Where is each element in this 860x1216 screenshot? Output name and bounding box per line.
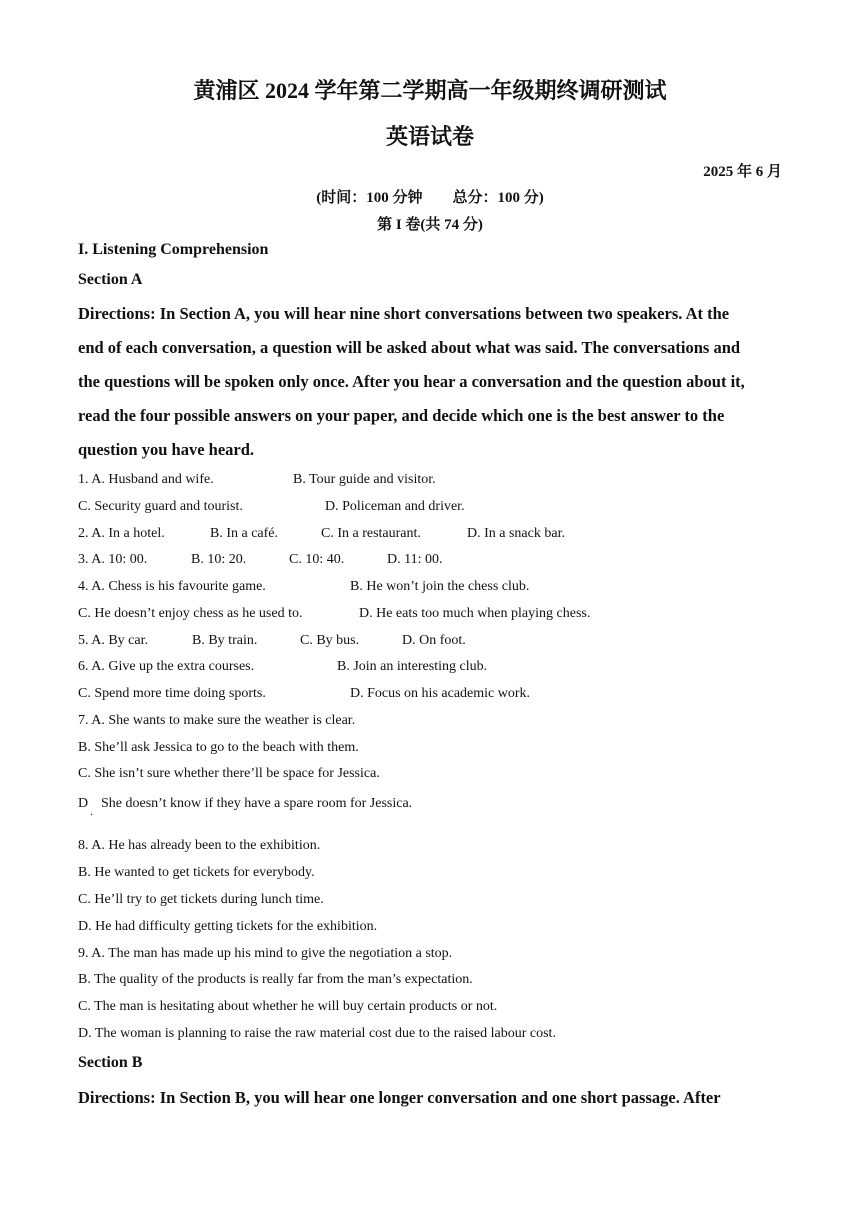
exam-subtitle: 英语试卷 xyxy=(385,124,474,149)
q1-option-b: B. Tour guide and visitor. xyxy=(293,472,436,487)
q6-option-c: C. Spend more time doing sports. xyxy=(78,686,266,701)
q4-option-d: D. He eats too much when playing chess. xyxy=(359,606,591,621)
section-heading: I. Listening Comprehension xyxy=(78,241,269,258)
section-a-directions-line: the questions will be spoken only once. After you hear a conversation and the question about it, xyxy=(78,372,745,391)
q4-option-c: C. He doesn’t enjoy chess as he used to. xyxy=(78,606,303,621)
q5-option-b: B. By train. xyxy=(192,633,258,648)
q6-option-d: D. Focus on his academic work. xyxy=(350,686,531,701)
q5-option-c: C. By bus. xyxy=(300,633,360,648)
q9-option-a: 9. A. The man has made up his mind to give the negotiation a stop. xyxy=(78,946,453,961)
q8-option-b: B. He wanted to get tickets for everybody. xyxy=(78,865,315,880)
section-a-directions-line: question you have heard. xyxy=(78,440,255,459)
q2-option-b: B. In a café. xyxy=(210,526,279,541)
exam-title: 黄浦区 2024 学年第二学期高一年级期终调研测试 xyxy=(193,78,667,103)
q7-option-c: C. She isn’t sure whether there’ll be space for Jessica. xyxy=(78,766,380,781)
q4-option-a: 4. A. Chess is his favourite game. xyxy=(78,579,266,594)
part-label: 第 I 卷(共 74 分) xyxy=(377,217,483,233)
q9-option-b: B. The quality of the products is really far from the man’s expectation. xyxy=(78,972,473,987)
q8-option-c: C. He’ll try to get tickets during lunch time. xyxy=(78,892,324,907)
q1-option-a: 1. A. Husband and wife. xyxy=(78,472,214,487)
q8-option-a: 8. A. He has already been to the exhibition. xyxy=(78,838,321,853)
section-a-directions-line: Directions: In Section A, you will hear nine short conversations between two speakers. At the xyxy=(78,304,730,323)
q6-option-b: B. Join an interesting club. xyxy=(337,659,488,674)
q3-option-a: 3. A. 10: 00. xyxy=(78,552,148,567)
time-info: (时间：100 分钟 总分：100 分) xyxy=(316,190,544,206)
q7-option-a: 7. A. She wants to make sure the weather is clear. xyxy=(78,713,356,728)
section-b-directions-line: Directions: In Section B, you will hear one longer conversation and one short passage. After xyxy=(78,1088,721,1107)
q7-option-d: She doesn’t know if they have a spare room for Jessica. xyxy=(101,796,413,811)
section-b-label: Section B xyxy=(78,1054,143,1071)
q2-option-a: 2. A. In a hotel. xyxy=(78,526,165,541)
q8-option-d: D. He had difficulty getting tickets for the exhibition. xyxy=(78,919,378,934)
section-a-label: Section A xyxy=(78,271,143,288)
q1-option-d: D. Policeman and driver. xyxy=(325,499,465,514)
q9-option-d: D. The woman is planning to raise the raw material cost due to the raised labour cost. xyxy=(78,1026,556,1041)
q2-option-d: D. In a snack bar. xyxy=(467,526,565,541)
section-a-directions-line: end of each conversation, a question will be asked about what was said. The conversations and xyxy=(78,338,741,357)
exam-date: 2025 年 6 月 xyxy=(703,164,782,180)
q3-option-d: D. 11: 00. xyxy=(387,552,443,567)
q3-option-c: C. 10: 40. xyxy=(289,552,345,567)
q7-option-d-letter: D xyxy=(78,796,89,811)
q1-option-c: C. Security guard and tourist. xyxy=(78,499,243,514)
q4-option-b: B. He won’t join the chess club. xyxy=(350,579,530,594)
q7-option-b: B. She’ll ask Jessica to go to the beach with them. xyxy=(78,740,359,755)
q5-option-a: 5. A. By car. xyxy=(78,633,148,648)
q2-option-c: C. In a restaurant. xyxy=(321,526,421,541)
q5-option-d: D. On foot. xyxy=(402,633,466,648)
q9-option-c: C. The man is hesitating about whether he will buy certain products or not. xyxy=(78,999,498,1014)
q7-option-d-dot: . xyxy=(90,804,93,818)
section-a-directions-line: read the four possible answers on your paper, and decide which one is the best answer to the xyxy=(78,406,725,425)
q3-option-b: B. 10: 20. xyxy=(191,552,247,567)
q6-option-a: 6. A. Give up the extra courses. xyxy=(78,659,255,674)
